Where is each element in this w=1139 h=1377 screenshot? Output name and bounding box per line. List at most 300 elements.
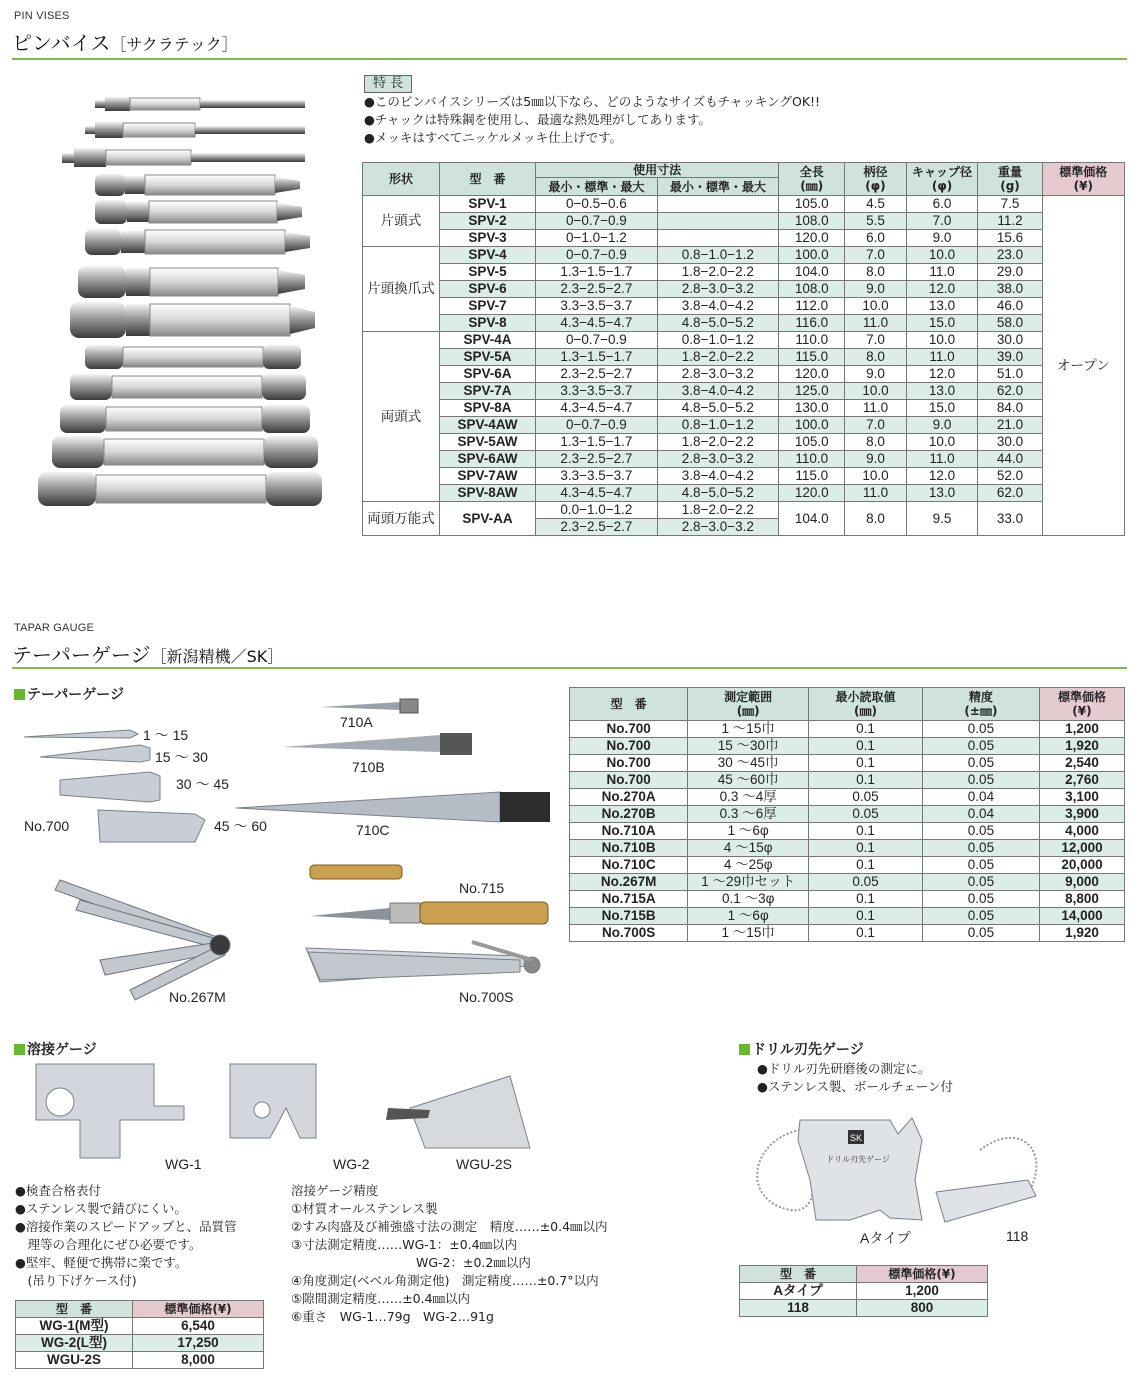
th-cap-label: キャップ径 [912, 165, 973, 179]
table-row [740, 1283, 988, 1300]
table-cell: 0.1 [809, 857, 923, 874]
gauge-face-text: ドリル刃先ゲージ [826, 1155, 890, 1164]
table-cell: 0.1 [809, 721, 923, 738]
table-cell: 120.0 [779, 230, 845, 247]
table-cell: 118 [740, 1300, 857, 1317]
welding-precision [291, 1182, 608, 1326]
table-cell: SPV-6 [439, 281, 535, 298]
table-cell: 2.3−2.5−2.7 [536, 366, 657, 383]
table-cell: 58.0 [978, 315, 1042, 332]
table-row [363, 230, 1125, 247]
pin-vise-table [362, 162, 1125, 536]
th-model: 型 番 [439, 163, 535, 196]
th-cap [906, 163, 978, 196]
table-cell: 3,100 [1039, 789, 1124, 806]
table-cell: 1.3−1.5−1.7 [536, 434, 657, 451]
table-cell: 9.0 [906, 230, 978, 247]
table-cell: 6.0 [906, 196, 978, 213]
table-cell: 0.05 [922, 925, 1039, 942]
table-cell: 17,250 [133, 1335, 264, 1352]
table-cell: No.715B [570, 908, 688, 925]
section2-maker: ［新潟精機／SK］ [150, 647, 284, 666]
table-cell: 38.0 [978, 281, 1042, 298]
table-cell: No.270A [570, 789, 688, 806]
table-row [570, 874, 1125, 891]
table-cell: 0.05 [922, 738, 1039, 755]
table-cell: 13.0 [906, 298, 978, 315]
table-cell: No.700S [570, 925, 688, 942]
table-cell [657, 196, 778, 213]
table-row [363, 417, 1125, 434]
table-cell: 116.0 [779, 315, 845, 332]
table-cell: 0.1 [809, 738, 923, 755]
table-cell: 12,000 [1039, 840, 1124, 857]
precision-line-1: 溶接ゲージ精度 [291, 1183, 379, 1198]
th-weight-unit: (g) [1000, 179, 1020, 193]
table-cell: 0.05 [809, 806, 923, 823]
table-cell: 4 ～15φ [688, 840, 809, 857]
table-cell: 6.0 [845, 230, 906, 247]
pin-vise-6-icon [85, 229, 310, 255]
table-cell: 110.0 [779, 332, 845, 349]
table-cell: 5.5 [845, 213, 906, 230]
table-cell: 6,540 [133, 1318, 264, 1335]
th2-range-unit: (㎜) [736, 704, 760, 718]
table-cell: 112.0 [779, 298, 845, 315]
welding-note-1: ●検査合格表付 [15, 1183, 101, 1198]
section-en-title: PIN VISES [14, 10, 70, 22]
table-cell: 125.0 [779, 383, 845, 400]
table-row [740, 1300, 988, 1317]
drill-notes [757, 1060, 953, 1096]
table-row [570, 806, 1125, 823]
table-cell: 0.3 ～6厚 [688, 806, 809, 823]
table-cell: 44.0 [978, 451, 1042, 468]
table-cell: 1,920 [1039, 738, 1124, 755]
precision-line-6: ④角度測定(ベベル角測定他) 測定精度……±0.7°以内 [291, 1273, 599, 1288]
table-cell: 0.05 [809, 874, 923, 891]
welding-notes [15, 1182, 237, 1290]
table-cell: 105.0 [779, 196, 845, 213]
table-cell: WGU-2S [16, 1352, 133, 1369]
table-cell: 0.1 [809, 755, 923, 772]
table-cell: 4,000 [1039, 823, 1124, 840]
th2-acc-label: 精度 [968, 690, 993, 704]
table-row [363, 196, 1125, 213]
label-710a: 710A [340, 714, 373, 730]
th2-min-label: 最小読取値 [835, 690, 896, 704]
table-cell: 1.8−2.0−2.2 [657, 264, 778, 281]
pin-vise-12-icon [52, 436, 318, 468]
table-cell: 13.0 [906, 485, 978, 502]
pin-vise-2-icon [85, 122, 305, 138]
table-cell: 7.0 [906, 213, 978, 230]
table-cell: 2.8−3.0−3.2 [657, 281, 778, 298]
section-divider [12, 58, 1127, 60]
taper-table-body [570, 721, 1125, 942]
table-cell: 21.0 [978, 417, 1042, 434]
table-cell: 11.0 [845, 400, 906, 417]
table-cell: 62.0 [978, 383, 1042, 400]
table-cell: WG-1(M型) [16, 1318, 133, 1335]
table-cell: 7.0 [845, 332, 906, 349]
table-cell: 120.0 [779, 485, 845, 502]
table-cell: 片頭換爪式 [363, 247, 440, 332]
table-cell: 0.05 [922, 823, 1039, 840]
table-cell: No.710C [570, 857, 688, 874]
table-cell: 3.3−3.5−3.7 [536, 383, 657, 400]
pin-vise-images [30, 90, 330, 510]
table-cell: 15 ～30巾 [688, 738, 809, 755]
table-cell: SPV-3 [439, 230, 535, 247]
welding-note-2: ●ステンレス製で錆びにくい。 [15, 1201, 187, 1216]
th-usage-sub-1: 最小・標準・最大 [536, 178, 657, 196]
table-cell: 100.0 [779, 417, 845, 434]
table-cell: 110.0 [779, 451, 845, 468]
wg1-icon [36, 1064, 184, 1158]
pin-vise-table-body [363, 196, 1125, 536]
table-cell: オープン [1042, 196, 1124, 536]
table-cell: 0.1 [809, 891, 923, 908]
welding-note-4: 理等の合理化にぜひ必要です。 [15, 1237, 202, 1252]
table-cell: 29.0 [978, 264, 1042, 281]
table-cell: 1 ～6φ [688, 823, 809, 840]
table-row [363, 281, 1125, 298]
feature-line-1: ●このピンバイスシリーズは5㎜以下なら、どのようなサイズもチャッキングOK!! [364, 94, 821, 109]
table-cell: 3.3−3.5−3.7 [536, 468, 657, 485]
table-cell: 9.0 [845, 366, 906, 383]
table-row [363, 468, 1125, 485]
table-cell: No.700 [570, 755, 688, 772]
pin-vise-11-icon [60, 405, 310, 433]
pin-vise-9-icon [85, 345, 301, 369]
table-cell: 3.8−4.0−4.2 [657, 298, 778, 315]
table-cell: 52.0 [978, 468, 1042, 485]
th2-range [688, 688, 809, 721]
table-cell: 4.3−4.5−4.7 [536, 400, 657, 417]
table-cell: 13.0 [906, 383, 978, 400]
table-cell: WG-2(L型) [16, 1335, 133, 1352]
table-cell: 30 ～45巾 [688, 755, 809, 772]
table-cell: SPV-7A [439, 383, 535, 400]
drill-table-body [740, 1283, 988, 1317]
table-cell: 0.0−1.0−1.2 [536, 502, 657, 519]
label-no700s: No.700S [459, 989, 514, 1005]
table-cell: 3,900 [1039, 806, 1124, 823]
table-cell: 2.8−3.0−3.2 [657, 519, 778, 536]
table-cell: 0.1 [809, 772, 923, 789]
table-cell: No.267M [570, 874, 688, 891]
table-cell: 0.05 [922, 840, 1039, 857]
table-cell: 9.0 [845, 451, 906, 468]
feature-tag: 特 長 [364, 75, 412, 93]
table-row [363, 247, 1125, 264]
precision-line-4: ③寸法測定精度……WG-1：±0.4㎜以内 [291, 1237, 518, 1252]
table-cell: 2,540 [1039, 755, 1124, 772]
th2-acc [922, 688, 1039, 721]
label-no700: No.700 [24, 818, 70, 834]
table-cell: 800 [857, 1300, 988, 1317]
table-row [570, 823, 1125, 840]
drill-gauge-images [740, 1110, 1050, 1230]
table-cell: 11.0 [906, 264, 978, 281]
pin-vise-1-icon [95, 97, 305, 111]
label-wg2: WG-2 [333, 1156, 370, 1172]
section2-en-title: TAPAR GAUGE [14, 622, 95, 634]
th-price-unit: (¥) [1073, 179, 1093, 193]
table-cell: 14,000 [1039, 908, 1124, 925]
th-length-label: 全長 [799, 165, 824, 179]
table-cell: No.710A [570, 823, 688, 840]
no700s-gauge-icon [306, 942, 540, 982]
table-cell: 11.0 [845, 315, 906, 332]
th2-acc-unit: (±㎜) [964, 704, 998, 718]
table-cell: 115.0 [779, 468, 845, 485]
table-row [363, 264, 1125, 281]
section2-title [12, 639, 283, 668]
table-cell: 8,800 [1039, 891, 1124, 908]
table-cell: 10.0 [845, 468, 906, 485]
th-length-unit: (㎜) [800, 179, 824, 193]
table-cell: 7.0 [845, 417, 906, 434]
table-cell: 0−0.7−0.9 [536, 417, 657, 434]
th-price [1042, 163, 1124, 196]
table-cell: 15.0 [906, 400, 978, 417]
table-cell: 0.1 [809, 823, 923, 840]
th-length [779, 163, 845, 196]
welding-note-6: (吊り下げケース付) [15, 1273, 137, 1288]
sk-logo-text: SK [849, 1133, 863, 1143]
table-cell: 104.0 [779, 264, 845, 281]
section2-divider [12, 667, 1127, 669]
table-cell: 9,000 [1039, 874, 1124, 891]
welding-note-5: ●堅牢、軽便で携帯に楽です。 [15, 1255, 188, 1270]
table-cell: SPV-8 [439, 315, 535, 332]
table-cell: 11.0 [906, 451, 978, 468]
table-cell: 12.0 [906, 281, 978, 298]
table-cell: 100.0 [779, 247, 845, 264]
th-handle [845, 163, 906, 196]
table-cell: 1,200 [857, 1283, 988, 1300]
label-no715: No.715 [459, 880, 505, 896]
table-cell: 8.0 [845, 349, 906, 366]
table-cell: No.270B [570, 806, 688, 823]
pin-vise-5-icon [95, 200, 302, 224]
table-cell: No.710B [570, 840, 688, 857]
taper-gauge-images [20, 690, 560, 1020]
precision-line-7: ⑤隙間測定精度……±0.4㎜以内 [291, 1291, 471, 1306]
taper-table [569, 687, 1125, 942]
table-cell: 4.3−4.5−4.7 [536, 315, 657, 332]
table-cell: 0.05 [809, 789, 923, 806]
table-cell: 2.8−3.0−3.2 [657, 366, 778, 383]
table-cell: 8.0 [845, 434, 906, 451]
table-row [16, 1318, 264, 1335]
th-cap-unit: (φ) [931, 179, 953, 193]
label-wg1: WG-1 [165, 1156, 202, 1172]
table-cell: Aタイプ [740, 1283, 857, 1300]
table-row [363, 349, 1125, 366]
table-cell: 84.0 [978, 400, 1042, 417]
table-cell: 1.3−1.5−1.7 [536, 264, 657, 281]
table-cell: 1.3−1.5−1.7 [536, 349, 657, 366]
welding-subhead-text: 溶接ゲージ [27, 1042, 97, 1058]
table-cell: 105.0 [779, 434, 845, 451]
table-cell: 0.04 [922, 806, 1039, 823]
table-cell: 0.1 ～3φ [688, 891, 809, 908]
table-cell: 2.8−3.0−3.2 [657, 451, 778, 468]
label-45-60: 45 ～ 60 [214, 818, 267, 834]
label-wgu2s: WGU-2S [456, 1156, 512, 1172]
th2-price-label: 標準価格 [1057, 690, 1106, 704]
welding-gauge-images [30, 1058, 550, 1158]
table-cell: 23.0 [978, 247, 1042, 264]
table-cell: 1.8−2.0−2.2 [657, 434, 778, 451]
precision-line-8: ⑥重さ WG-1…79g WG-2…91g [291, 1309, 494, 1324]
table-cell: 7.0 [845, 247, 906, 264]
table-cell: 1 ～15巾 [688, 721, 809, 738]
table-row [363, 400, 1125, 417]
th3-price: 標準価格(¥) [133, 1301, 264, 1318]
table-cell: 0−0.5−0.6 [536, 196, 657, 213]
table-cell: 11.0 [906, 349, 978, 366]
label-1-15: 1 ～ 15 [143, 727, 189, 743]
table-row [570, 908, 1125, 925]
feature-line-3: ●メッキはすべてニッケルメッキ仕上げです。 [364, 130, 623, 145]
table-row [363, 332, 1125, 349]
th-weight [978, 163, 1042, 196]
table-cell: 2.3−2.5−2.7 [536, 451, 657, 468]
th-usage-sub-2: 最小・標準・最大 [657, 178, 778, 196]
th-weight-label: 重量 [998, 165, 1023, 179]
table-cell: SPV-8AW [439, 485, 535, 502]
table-cell: 0.8−1.0−1.2 [657, 332, 778, 349]
pin-vise-3-icon [62, 148, 305, 167]
table-cell: 3.8−4.0−4.2 [657, 383, 778, 400]
table-cell: 62.0 [978, 485, 1042, 502]
th-handle-label: 柄径 [863, 165, 888, 179]
label-15-30: 15 ～ 30 [155, 749, 208, 765]
table-cell: SPV-4A [439, 332, 535, 349]
table-row [363, 451, 1125, 468]
table-cell: 1.8−2.0−2.2 [657, 349, 778, 366]
th-shape: 形状 [363, 163, 440, 196]
table-row [363, 485, 1125, 502]
table-cell: 30.0 [978, 434, 1042, 451]
table-row [570, 891, 1125, 908]
table-cell: 108.0 [779, 213, 845, 230]
table-cell: 8,000 [133, 1352, 264, 1369]
table-cell: 10.0 [906, 434, 978, 451]
table-row [16, 1335, 264, 1352]
table-cell: 1 ～29巾セット [688, 874, 809, 891]
table-cell: SPV-5A [439, 349, 535, 366]
table-cell: 1,920 [1039, 925, 1124, 942]
no715-gauge-icon [310, 865, 548, 924]
table-cell: 120.0 [779, 366, 845, 383]
th-price-label: 標準価格 [1059, 165, 1108, 179]
feature-box [364, 72, 820, 147]
table-cell: 8.0 [845, 264, 906, 281]
table-cell: 51.0 [978, 366, 1042, 383]
table-cell: 9.0 [845, 281, 906, 298]
table-row [363, 366, 1125, 383]
table-cell: 12.0 [906, 366, 978, 383]
welding-note-3: ●溶接作業のスピードアップと、品質管 [15, 1219, 237, 1234]
table-row [363, 502, 1125, 519]
table-cell: 1.8−2.0−2.2 [657, 502, 778, 519]
precision-line-3: ②すみ肉盛及び補強盛寸法の測定 精度……±0.4㎜以内 [291, 1219, 608, 1234]
table-cell: 0.04 [922, 789, 1039, 806]
th2-model: 型 番 [570, 688, 688, 721]
table-cell: 39.0 [978, 349, 1042, 366]
table-cell: 両頭万能式 [363, 502, 440, 536]
table-cell: SPV-4 [439, 247, 535, 264]
table-cell: 3.3−3.5−3.7 [536, 298, 657, 315]
pin-vise-13-icon [38, 472, 322, 506]
table-cell: 0−1.0−1.2 [536, 230, 657, 247]
table-cell: SPV-5AW [439, 434, 535, 451]
table-cell: SPV-2 [439, 213, 535, 230]
feature-line-2: ●チャックは特殊鋼を使用し、最適な熱処理がしてあります。 [364, 112, 712, 127]
th3-model: 型 番 [16, 1301, 133, 1318]
table-cell: 30.0 [978, 332, 1042, 349]
label-no267m: No.267M [169, 989, 226, 1005]
th2-range-label: 測定範囲 [724, 690, 773, 704]
drill-subhead [739, 1039, 864, 1059]
welding-table-body [16, 1318, 264, 1369]
drill-table [739, 1265, 988, 1317]
section-maker: ［サクラテック］ [110, 35, 238, 54]
table-cell: 0.1 [809, 840, 923, 857]
no267m-gauge-icon [55, 880, 230, 1000]
table-cell: No.700 [570, 772, 688, 789]
label-710c: 710C [356, 822, 390, 838]
th2-min-unit: (㎜) [854, 704, 877, 718]
table-cell: 0−0.7−0.9 [536, 332, 657, 349]
table-cell: No.700 [570, 721, 688, 738]
drill-gauge-a-icon [798, 1118, 922, 1220]
table-cell: 0.05 [922, 857, 1039, 874]
table-cell: 9.0 [906, 417, 978, 434]
th-handle-unit: (φ) [865, 179, 886, 193]
precision-line-5: WG-2：±0.2㎜以内 [291, 1255, 531, 1270]
table-cell: 130.0 [779, 400, 845, 417]
table-cell: 0−0.7−0.9 [536, 213, 657, 230]
table-cell: 115.0 [779, 349, 845, 366]
table-row [570, 772, 1125, 789]
label-30-45: 30 ～ 45 [176, 776, 229, 792]
table-row [363, 383, 1125, 400]
drill-subhead-text: ドリル刃先ゲージ [752, 1042, 864, 1058]
table-cell: 7.5 [978, 196, 1042, 213]
table-cell: 4 ～25φ [688, 857, 809, 874]
table-cell: 10.0 [845, 298, 906, 315]
pin-vise-10-icon [70, 374, 306, 400]
table-cell: 2,760 [1039, 772, 1124, 789]
table-cell: 2.3−2.5−2.7 [536, 519, 657, 536]
table-row [570, 925, 1125, 942]
table-row [16, 1352, 264, 1369]
table-cell: 両頭式 [363, 332, 440, 502]
table-cell: 4.5 [845, 196, 906, 213]
table-cell: 12.0 [906, 468, 978, 485]
table-cell: 4.8−5.0−5.2 [657, 485, 778, 502]
pin-vise-7-icon [78, 266, 305, 298]
table-cell: 0.05 [922, 874, 1039, 891]
table-cell: 0.8−1.0−1.2 [657, 247, 778, 264]
table-cell: 4.8−5.0−5.2 [657, 400, 778, 417]
